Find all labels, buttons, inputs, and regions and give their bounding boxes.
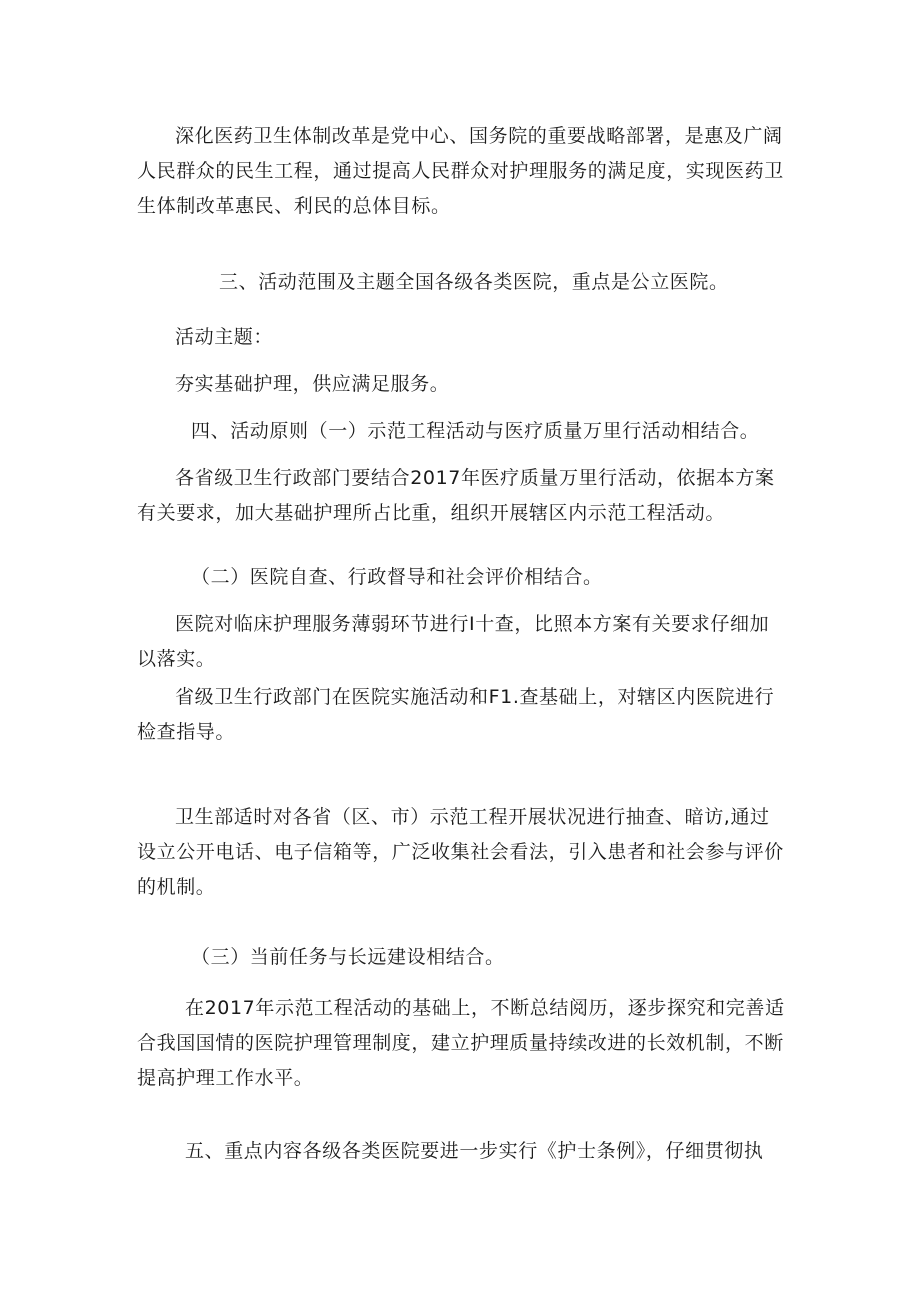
heading-long-term: （三）当前任务与长远建设相结合。 [191,946,505,968]
paragraph-ministry-spot-check: 卫生部适时对各省（区、市）示范工程开展状况进行抽查、暗访,通过设立公开电话、电子信箱等，广泛收集社会看法，引入患者和社会参与评价的机制。 [137,806,784,898]
paragraph-hospital-self-check: 医院对临床护理服务薄弱环节进行I十查，比照本方案有关要求仔细加以落实。 [137,613,770,670]
paragraph-provincial-departments: 各省级卫生行政部门要结合2017年医疗质量万里行活动，依据本方案有关要求，加大基础护理所占比重，组织开展辖区内示范工程活动。 [137,467,775,524]
paragraph-provincial-inspection: 省级卫生行政部门在医院实施活动和F1.查基础上，对辖区内医院进行检查指导。 [137,686,775,743]
heading-self-inspection: （二）医院自查、行政督导和社会评价相结合。 [191,566,603,588]
paragraph-reform-goal: 深化医药卫生体制改革是党中心、国务院的重要战略部署，是惠及广阔人民群众的民生工程，通过提高人民群众对护理服务的满足度，实现医药卫生体制改革惠民、利民的总体目标。 [137,125,784,217]
heading-scope-and-theme: 三、活动范围及主题全国各级各类医院，重点是公立医院。 [219,271,729,293]
paragraph-activity-theme: 夯实基础护理，供应满足服务。 [175,373,450,395]
paragraph-long-term-mechanism: 在2017年示范工程活动的基础上，不断总结阅历，逐步探究和完善适合我国国情的医院护理管理制度，建立护理质量持续改进的长效机制，不断提高护理工作水平。 [137,997,785,1089]
heading-key-content: 五、重点内容各级各类医院要进一步实行《护士条例》，仔细贯彻执 [185,1140,764,1162]
label-activity-theme: 活动主题： [175,326,274,348]
heading-principles: 四、活动原则（一）示范工程活动与医疗质量万里行活动相结合。 [191,420,760,442]
